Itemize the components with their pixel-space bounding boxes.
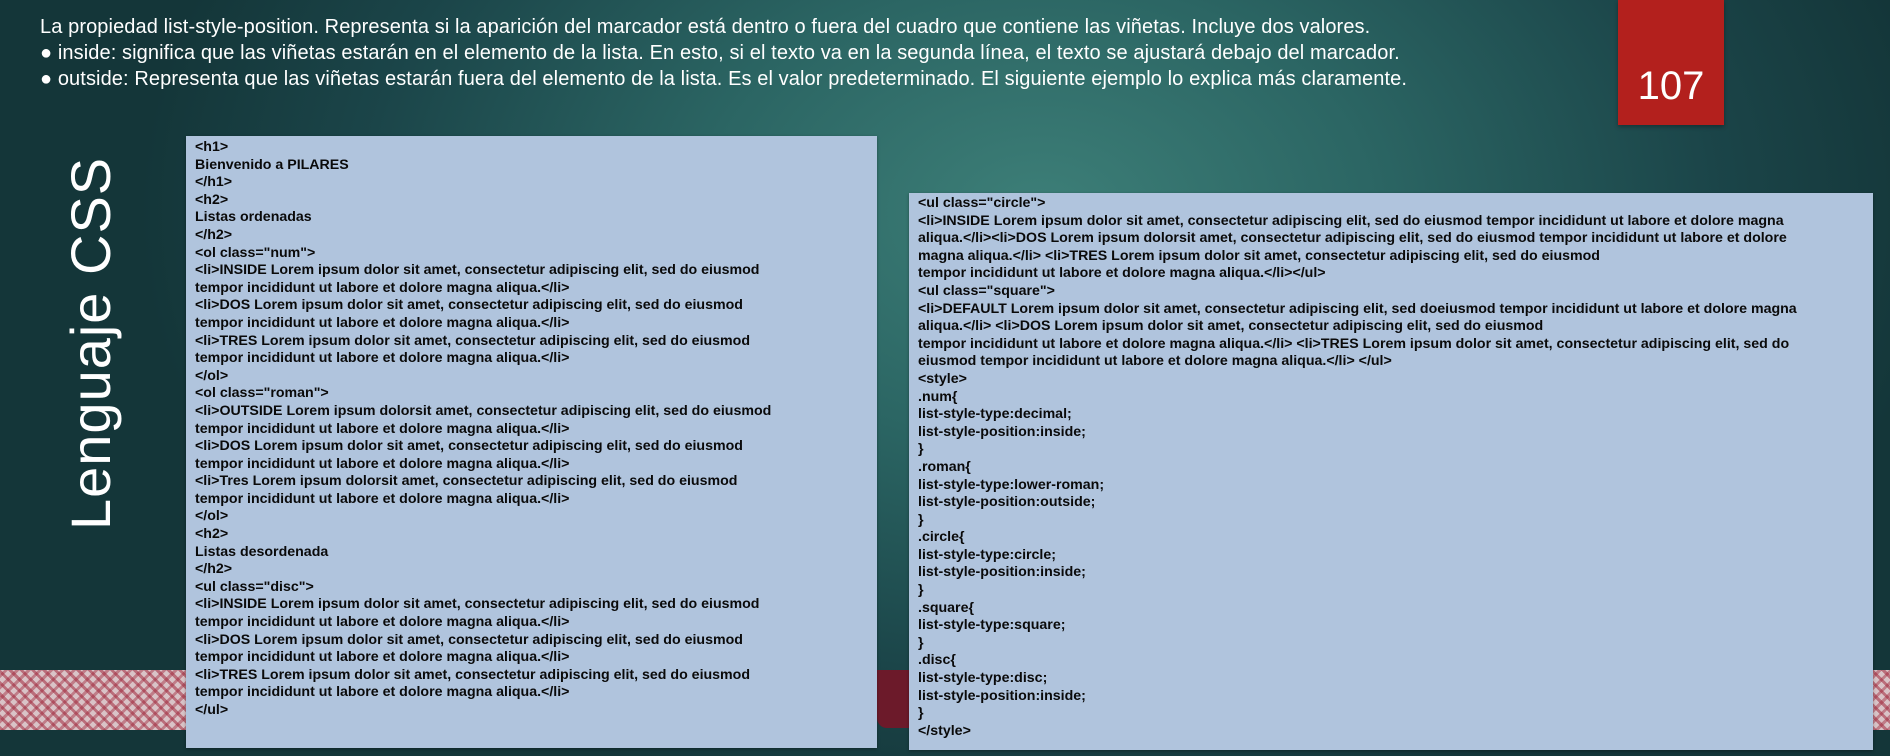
header-line: ● inside: significa que las viñetas estarán en el elemento de la lista. En esto, si el texto va en la segunda línea, el texto se ajustará debajo del marcador.	[40, 42, 1400, 64]
vertical-title: Lenguaje CSS	[59, 156, 122, 530]
code-line: <ul class="circle">	[918, 195, 1046, 211]
decorative-pattern-strip-left	[0, 670, 186, 730]
decorative-pattern-strip-right	[1873, 670, 1890, 730]
code-line: list-style-type:lower-roman;	[918, 476, 1105, 493]
code-line: tempor incididunt ut labore et dolore magna aliqua.</li></ul>	[918, 265, 1326, 282]
css-code-panel	[909, 193, 1873, 750]
code-line: Bienvenido a PILARES	[195, 156, 349, 173]
code-line: tempor incididunt ut labore et dolore magna aliqua.</li>	[195, 314, 570, 331]
code-line: </ol>	[195, 367, 229, 384]
code-line: <h2>	[195, 191, 229, 208]
code-line: }	[918, 511, 924, 528]
code-line: aliqua.</li> <li>DOS Lorem ipsum dolor sit amet, consectetur adipiscing elit, sed do eiusmod	[918, 318, 1544, 335]
code-line: Listas ordenadas	[195, 209, 312, 226]
code-line: tempor incididunt ut labore et dolore magna aliqua.</li>	[195, 649, 570, 666]
code-line: <style>	[918, 370, 967, 387]
code-line: <li>Tres Lorem ipsum dolorsit amet, consectetur adipiscing elit, sed do eiusmod	[195, 473, 738, 490]
code-line: }	[918, 705, 924, 722]
code-line: tempor incididunt ut labore et dolore magna aliqua.</li>	[195, 614, 570, 631]
code-line: list-style-position:inside;	[918, 423, 1086, 440]
code-line: list-style-type:decimal;	[918, 406, 1072, 423]
code-line: list-style-type:square;	[918, 617, 1066, 634]
code-line: <li>TRES Lorem ipsum dolor sit amet, consectetur adipiscing elit, sed do eiusmod	[195, 666, 751, 683]
code-line: }	[918, 634, 924, 651]
code-line: }	[918, 441, 924, 458]
page-number: 107	[1618, 0, 1724, 125]
code-line: tempor incididunt ut labore et dolore magna aliqua.</li>	[195, 684, 570, 701]
header-line: La propiedad list-style-position. Representa si la aparición del marcador está dentro o fuera del cuadro que contiene las viñetas. Incluye dos valores.	[40, 16, 1371, 38]
code-line: eiusmod tempor incididunt ut labore et dolore magna aliqua.</li> </ul>	[918, 353, 1392, 370]
code-line: </h1>	[195, 174, 233, 191]
code-line: <li>OUTSIDE Lorem ipsum dolorsit amet, consectetur adipiscing elit, sed do eiusmod	[195, 402, 772, 419]
code-line: </style>	[918, 722, 971, 739]
code-line: tempor incididunt ut labore et dolore magna aliqua.</li> <li>TRES Lorem ipsum dolor sit amet, consectetur adipiscing elit, sed do	[918, 335, 1790, 352]
code-line: .num{	[918, 388, 958, 405]
code-line: <ol class="roman">	[195, 385, 329, 402]
code-line: <ol class="num">	[195, 244, 316, 261]
slide-header	[40, 14, 1620, 92]
code-line: list-style-position:outside;	[918, 494, 1096, 511]
code-line: </ul>	[195, 702, 229, 718]
code-line: Listas desordenada	[195, 543, 329, 560]
code-line: tempor incididunt ut labore et dolore magna aliqua.</li>	[195, 420, 570, 437]
code-line: }	[918, 582, 924, 599]
code-line: magna aliqua.</li> <li>TRES Lorem ipsum dolor sit amet, consectetur adipiscing elit, sed do eiusmod	[918, 247, 1600, 264]
code-line: list-style-position:inside;	[918, 564, 1086, 581]
code-line: <h1>	[195, 139, 229, 155]
code-line: <li>INSIDE Lorem ipsum dolor sit amet, consectetur adipiscing elit, sed do eiusmod tempor incididunt ut labore et dolore magna	[918, 212, 1784, 229]
code-line: <li>DOS Lorem ipsum dolor sit amet, consectetur adipiscing elit, sed do eiusmod	[195, 297, 743, 314]
code-line: <ul class="square">	[918, 282, 1055, 299]
code-line: <ul class="disc">	[195, 578, 314, 595]
code-line: <h2>	[195, 526, 229, 543]
code-line: <li>TRES Lorem ipsum dolor sit amet, consectetur adipiscing elit, sed do eiusmod	[195, 332, 751, 349]
html-code-panel	[186, 136, 877, 748]
header-line: ● outside: Representa que las viñetas estarán fuera del elemento de la lista. Es el valor predeterminado. El siguiente ejemplo lo explica más claramente.	[40, 68, 1408, 90]
code-line: list-style-type:disc;	[918, 670, 1048, 687]
code-line: tempor incididunt ut labore et dolore magna aliqua.</li>	[195, 490, 570, 507]
code-line: <li>INSIDE Lorem ipsum dolor sit amet, consectetur adipiscing elit, sed do eiusmod	[195, 596, 760, 613]
code-line: </h2>	[195, 226, 233, 243]
code-line: <li>INSIDE Lorem ipsum dolor sit amet, consectetur adipiscing elit, sed do eiusmod	[195, 262, 760, 279]
code-line: <li>DEFAULT Lorem ipsum dolor sit amet, consectetur adipiscing elit, sed doeiusmod tempor incididunt ut labore et dolore magna	[918, 300, 1797, 317]
code-line: .circle{	[918, 529, 965, 546]
code-line: list-style-type:circle;	[918, 546, 1056, 563]
code-line: </ol>	[195, 508, 229, 525]
code-line: .square{	[918, 599, 974, 616]
code-line: .roman{	[918, 458, 971, 475]
code-line: <li>DOS Lorem ipsum dolor sit amet, consectetur adipiscing elit, sed do eiusmod	[195, 631, 743, 648]
code-line: </h2>	[195, 561, 233, 578]
code-line: .disc{	[918, 652, 956, 669]
decorative-dark-strip	[877, 670, 909, 728]
code-line: tempor incididunt ut labore et dolore magna aliqua.</li>	[195, 279, 570, 296]
code-line: aliqua.</li><li>DOS Lorem ipsum dolorsit amet, consectetur adipiscing elit, sed do eiusmod tempor incididunt ut labore et dolore	[918, 230, 1787, 247]
code-line: tempor incididunt ut labore et dolore magna aliqua.</li>	[195, 350, 570, 367]
code-line: <li>DOS Lorem ipsum dolor sit amet, consectetur adipiscing elit, sed do eiusmod	[195, 438, 743, 455]
code-line: list-style-position:inside;	[918, 687, 1086, 704]
code-line: tempor incididunt ut labore et dolore magna aliqua.</li>	[195, 455, 570, 472]
